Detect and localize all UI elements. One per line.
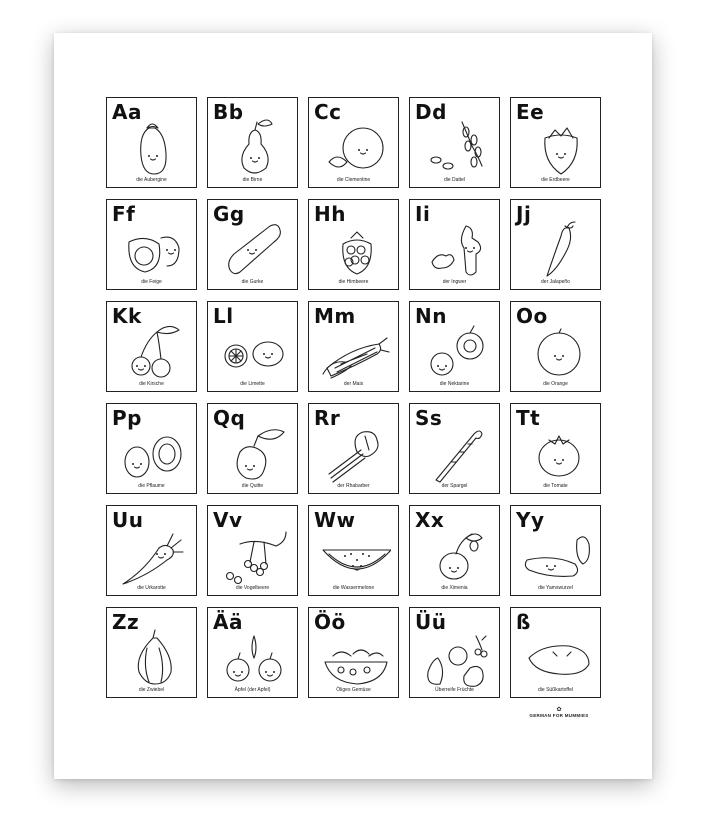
poster: [54, 33, 652, 779]
card-letter: Ll: [213, 304, 234, 328]
card-letter: Pp: [112, 406, 142, 430]
card-letter: Jj: [516, 202, 532, 226]
card-letter: ß: [516, 610, 531, 634]
card-caption: die Süßkartoffel: [538, 687, 573, 693]
letter-card: [106, 97, 197, 188]
card-caption: die Gurke: [241, 279, 264, 285]
card-caption: der Jalapeño: [541, 279, 570, 285]
card-caption: die Feige: [141, 279, 162, 285]
overripe-fruit-icon: [422, 626, 492, 690]
card-letter: Tt: [516, 406, 541, 430]
card-letter: Xx: [415, 508, 445, 532]
letter-card: [106, 607, 197, 698]
card-caption: die Himbeere: [338, 279, 369, 285]
letter-card: [308, 505, 399, 596]
letter-card: [207, 403, 298, 494]
brand-mark-icon: ✿: [556, 707, 562, 713]
card-letter: Ff: [112, 202, 136, 226]
card-caption: Überreife Früchte: [435, 687, 474, 693]
card-caption: die Urkarotte: [137, 585, 166, 591]
letter-card: [409, 607, 500, 698]
card-letter: Bb: [213, 100, 244, 124]
card-letter: Mm: [314, 304, 356, 328]
letter-card: [308, 97, 399, 188]
letter-card: [106, 199, 197, 290]
card-letter: Gg: [213, 202, 245, 226]
card-caption: die Clementine: [336, 177, 371, 183]
ximenia-icon: [422, 524, 492, 588]
card-caption: die Wassermelone: [332, 585, 375, 591]
card-letter: Uu: [112, 508, 144, 532]
letter-card: [510, 97, 601, 188]
letter-card: [308, 607, 399, 698]
brand-logo: [524, 707, 594, 718]
letter-card: [106, 505, 197, 596]
card-letter: Aa: [112, 100, 142, 124]
tomato-icon: [523, 422, 593, 486]
cherry-icon: [119, 320, 189, 384]
clementine-icon: [321, 116, 391, 180]
letter-card: [409, 403, 500, 494]
letter-card: [308, 199, 399, 290]
onion-icon: [119, 626, 189, 690]
card-letter: Rr: [314, 406, 341, 430]
raspberry-icon: [321, 218, 391, 282]
brand-text: GERMAN FOR MUMMIES: [529, 713, 589, 718]
fig-icon: [119, 218, 189, 282]
card-caption: die Dattel: [443, 177, 466, 183]
letter-card: [207, 97, 298, 188]
card-caption: der Rhabarber: [337, 483, 370, 489]
pear-icon: [220, 116, 290, 180]
nectarine-icon: [422, 320, 492, 384]
letter-card: [308, 301, 399, 392]
asparagus-icon: [422, 422, 492, 486]
letter-card: [207, 301, 298, 392]
plum-icon: [119, 422, 189, 486]
card-caption: der Mais: [343, 381, 364, 387]
watermelon-icon: [321, 524, 391, 588]
yam-icon: [523, 524, 593, 588]
letter-card: [510, 403, 601, 494]
card-letter: Vv: [213, 508, 243, 532]
card-caption: Äpfel (der Apfel): [234, 687, 271, 693]
jalapeno-icon: [523, 218, 593, 282]
corn-icon: [321, 320, 391, 384]
sweet-potato-icon: [523, 626, 593, 690]
card-letter: Yy: [516, 508, 545, 532]
card-letter: Ää: [213, 610, 243, 634]
letter-card: [409, 301, 500, 392]
letter-card: [510, 199, 601, 290]
card-letter: Dd: [415, 100, 447, 124]
card-caption: die Aubergine: [136, 177, 167, 183]
card-letter: Cc: [314, 100, 342, 124]
letter-card: [510, 301, 601, 392]
card-letter: Üü: [415, 610, 447, 634]
apples-icon: [220, 626, 290, 690]
letter-card: [409, 97, 500, 188]
orange-icon: [523, 320, 593, 384]
carrot-icon: [119, 524, 189, 588]
card-caption: die Pflaume: [138, 483, 165, 489]
card-letter: Zz: [112, 610, 140, 634]
card-caption: der Spargel: [441, 483, 468, 489]
quince-icon: [220, 422, 290, 486]
card-letter: Ii: [415, 202, 431, 226]
card-caption: die Quitte: [241, 483, 264, 489]
card-letter: Nn: [415, 304, 447, 328]
letter-card: [409, 199, 500, 290]
card-caption: die Kirsche: [139, 381, 164, 387]
cucumber-icon: [220, 218, 290, 282]
card-letter: Kk: [112, 304, 142, 328]
dates-icon: [422, 116, 492, 180]
card-caption: die Yamswurzel: [538, 585, 573, 591]
card-caption: Öliges Gemüse: [336, 687, 371, 693]
letter-card: [409, 505, 500, 596]
card-letter: Öö: [314, 610, 346, 634]
letter-card: [207, 607, 298, 698]
card-letter: Ss: [415, 406, 443, 430]
card-letter: Hh: [314, 202, 346, 226]
letter-card: [510, 505, 601, 596]
card-caption: die Nektarine: [439, 381, 470, 387]
letter-card: [308, 403, 399, 494]
card-caption: die Limette: [240, 381, 265, 387]
card-letter: Oo: [516, 304, 548, 328]
card-caption: die Erdbeere: [541, 177, 570, 183]
ginger-icon: [422, 218, 492, 282]
letter-card: [207, 505, 298, 596]
letter-card: [106, 403, 197, 494]
lime-icon: [220, 320, 290, 384]
letter-card: [207, 199, 298, 290]
oily-vegetables-icon: [321, 626, 391, 690]
letter-card: [510, 607, 601, 698]
eggplant-icon: [119, 116, 189, 180]
card-caption: der Ingwer: [442, 279, 467, 285]
card-letter: Qq: [213, 406, 246, 430]
rhubarb-icon: [321, 422, 391, 486]
alphabet-grid: [106, 97, 600, 703]
rowanberry-icon: [220, 524, 290, 588]
card-caption: die Zwiebel: [138, 687, 165, 693]
strawberry-icon: [523, 116, 593, 180]
card-caption: die Orange: [543, 381, 568, 387]
letter-card: [106, 301, 197, 392]
card-caption: die Birne: [242, 177, 263, 183]
card-caption: die Ximenia: [441, 585, 468, 591]
card-letter: Ee: [516, 100, 545, 124]
card-caption: die Vogelbeere: [235, 585, 270, 591]
card-caption: die Tomate: [543, 483, 568, 489]
card-letter: Ww: [314, 508, 356, 532]
